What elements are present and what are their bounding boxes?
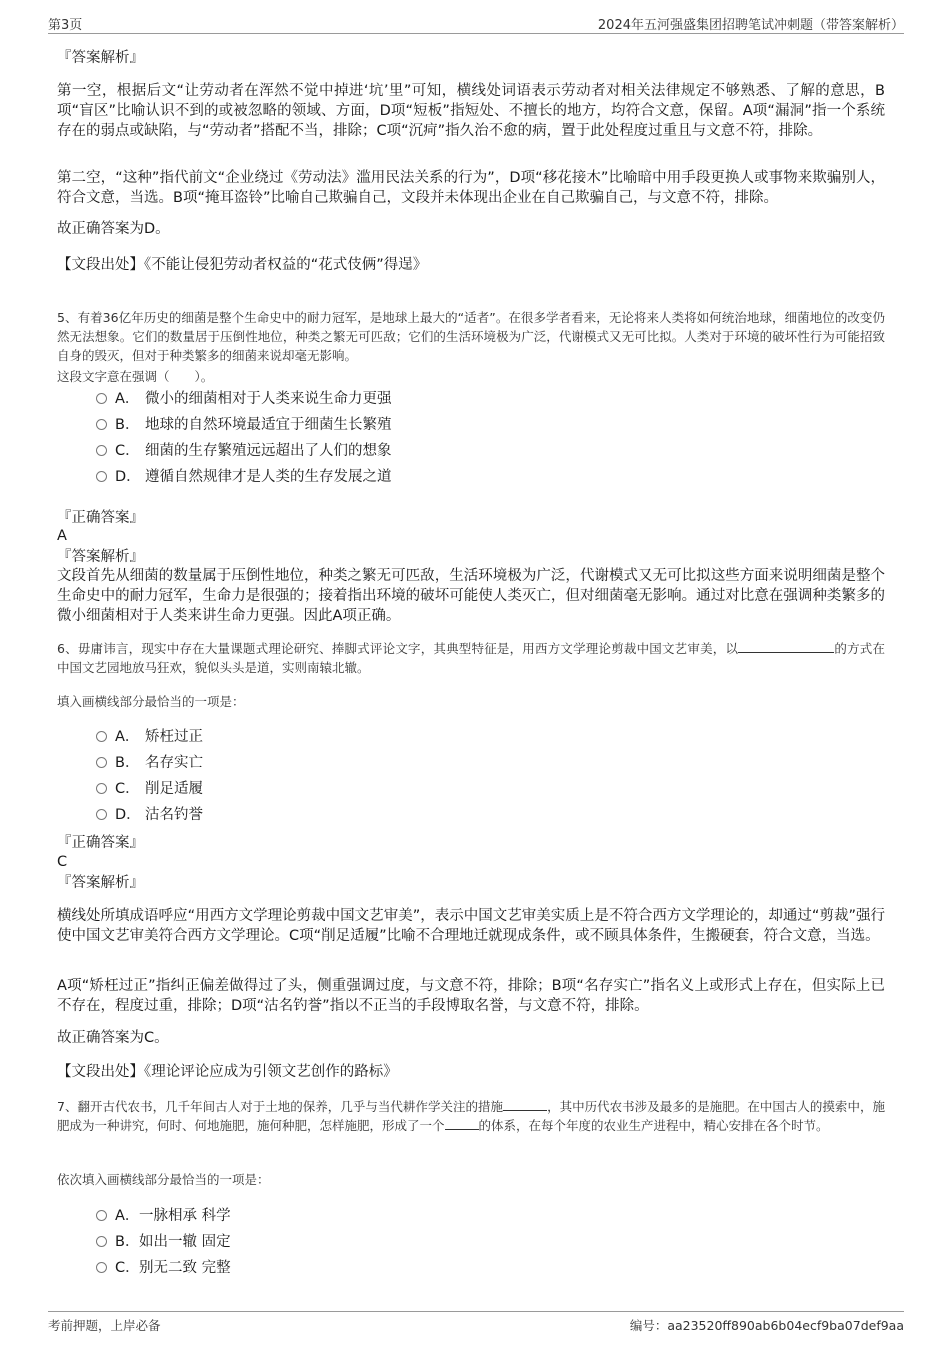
document-title: 2024年五河强盛集团招聘笔试冲刺题（带答案解析） xyxy=(597,18,904,33)
q5-analysis-label: 『答案解析』 xyxy=(57,549,144,565)
q7-stem-c: 的体系，在每个年度的农业生产进程中，精心安排在各个时节。 xyxy=(478,1118,829,1133)
option-text: 沽名钓誉 xyxy=(145,807,203,823)
option-key: C． xyxy=(115,1260,140,1276)
q6-stem-before: 6、毋庸讳言，现实中存在大量课题式理论研究、捧脚式评论文字，其典型特征是，用西方文学理论剪裁中国文艺审美，以 xyxy=(57,641,739,656)
q6-analysis-para-2: A项“矫枉过正”指纠正偏差做得过了头，侧重强调过度，与文意不符，排除；B项“名存实亡”指名义上或形式上存在，但实际上已不存在，程度过重，排除；D项“沽名钓誉”指以不正当的手段博取名誉，与文意不符，排除。 xyxy=(57,978,885,1014)
q6-option-a[interactable] xyxy=(96,727,203,747)
q7-option-c[interactable] xyxy=(96,1258,231,1278)
radio-icon[interactable] xyxy=(96,731,107,742)
q4-source: 【文段出处】《不能让侵犯劳动者权益的“花式伎俩”得逞》 xyxy=(57,257,428,273)
q6-answer-label: 『正确答案』 xyxy=(57,835,144,851)
q5-option-a[interactable] xyxy=(96,389,392,409)
radio-icon[interactable] xyxy=(96,1210,107,1221)
option-text: 如出一辙 固定 xyxy=(139,1234,231,1250)
option-key: B． xyxy=(115,755,140,771)
q6-conclusion: 故正确答案为C。 xyxy=(57,1030,169,1046)
answer-blank xyxy=(738,640,834,653)
q5-option-c[interactable] xyxy=(96,441,392,461)
q7-option-b[interactable] xyxy=(96,1232,231,1252)
radio-icon[interactable] xyxy=(96,471,107,482)
answer-blank xyxy=(503,1098,547,1111)
q6-stem xyxy=(57,639,885,677)
option-text: 削足适履 xyxy=(145,781,203,797)
option-key: C． xyxy=(115,781,140,797)
option-text: 名存实亡 xyxy=(145,755,203,771)
q5-answer-label: 『正确答案』 xyxy=(57,510,144,526)
q7-stem xyxy=(57,1097,885,1135)
option-key: A． xyxy=(115,391,140,407)
q7-option-a[interactable] xyxy=(96,1206,231,1226)
q6-analysis-label: 『答案解析』 xyxy=(57,875,144,891)
code-value: aa23520ff890ab6b04ecf9ba07def9aa xyxy=(667,1318,904,1333)
page-header xyxy=(48,14,904,34)
q7-stem-a: 7、翻开古代农书，几千年间古人对于土地的保养，几乎与当代耕作学关注的措施 xyxy=(57,1099,504,1114)
q6-option-c[interactable] xyxy=(96,779,203,799)
option-key: A． xyxy=(115,729,140,745)
q5-analysis: 文段首先从细菌的数量属于压倒性地位，种类之繁无可匹敌，生活环境极为广泛，代谢模式又无可比拟这些方面来说明细菌是整个生命史中的耐力冠军，生命力是很强的；接着指出环境的破坏可能使人类灭亡，但对细菌毫无影响。通过对比意在强调种类繁多的微小细菌相对于人类来讲生命力更强。因此A项正确。 xyxy=(57,568,885,624)
q6-analysis-para-1: 横线处所填成语呼应“用西方文学理论剪裁中国文艺审美”，表示中国文艺审美实质上是不符合西方文学理论的，却通过“剪裁”强行使中国文艺审美符合西方文学理论。C项“削足适履”比喻不合理地迁就现成条件，或不顾具体条件，生搬硬套，符合文意，当选。 xyxy=(57,908,885,944)
radio-icon[interactable] xyxy=(96,445,107,456)
radio-icon[interactable] xyxy=(96,757,107,768)
q5-stem: 5、有着36亿年历史的细菌是整个生命史中的耐力冠军，是地球上最大的“适者”。在很多学者看来，无论将来人类将如何统治地球，细菌地位的改变仍然无法想象。它们的数量居于压倒性地位，种类之繁无可匹敌；它们的生活环境极为广泛，代谢模式又无可比拟。人类对于环境的破坏性行为可能招致自身的毁灭，但对于种类繁多的细菌来说却毫无影响。 xyxy=(57,310,885,363)
option-key: D． xyxy=(115,807,141,823)
radio-icon[interactable] xyxy=(96,419,107,430)
code-label: 编号： xyxy=(629,1318,668,1333)
q5-option-d[interactable] xyxy=(96,467,392,487)
q6-source: 【文段出处】《理论评论应成为引领文艺创作的路标》 xyxy=(57,1064,398,1080)
q6-option-d[interactable] xyxy=(96,805,203,825)
q6-stem-after: 的方式在中国文艺园地放马狂欢，貌似头头是道，实则南辕北辙。 xyxy=(57,641,885,675)
answer-blank xyxy=(445,1117,479,1130)
q4-conclusion: 故正确答案为D。 xyxy=(57,221,170,237)
q5-prompt: 这段文字意在强调（ ）。 xyxy=(57,369,214,384)
option-text: 别无二致 完整 xyxy=(139,1260,231,1276)
q7-prompt: 依次填入画横线部分最恰当的一项是： xyxy=(57,1172,270,1187)
option-text: 细菌的生存繁殖远远超出了人们的想象 xyxy=(145,443,392,459)
q5-answer: A xyxy=(57,528,67,544)
option-text: 一脉相承 科学 xyxy=(139,1208,231,1224)
q7-stem-b: ，其中历代农书涉及最多的是施肥。在中国古人的摸索中，施肥成为一种讲究，何时、何地施肥，施何种肥，怎样施肥，形成了一个 xyxy=(57,1099,885,1133)
radio-icon[interactable] xyxy=(96,1262,107,1273)
option-key: A． xyxy=(115,1208,140,1224)
option-text: 地球的自然环境最适宜于细菌生长繁殖 xyxy=(145,417,392,433)
option-text: 微小的细菌相对于人类来说生命力更强 xyxy=(145,391,392,407)
radio-icon[interactable] xyxy=(96,393,107,404)
q4-analysis-para-1: 第一空，根据后文“让劳动者在浑然不觉中掉进‘坑’里”可知，横线处词语表示劳动者对相关法律规定不够熟悉、了解的意思，B项“盲区”比喻认识不到的或被忽略的领域、方面，D项“短板”指短处、不擅长的地方，均符合文意，保留。A项“漏洞”指一个系统存在的弱点或缺陷，与“劳动者”搭配不当，排除；C项“沉疴”指久治不愈的病，置于此处程度过重且与文意不符，排除。 xyxy=(57,83,885,139)
option-key: D． xyxy=(115,469,141,485)
q4-analysis-para-2: 第二空，“这种”指代前文“企业绕过《劳动法》滥用民法关系的行为”，D项“移花接木”比喻暗中用手段更换人或事物来欺骗别人，符合文意，当选。B项“掩耳盗铃”比喻自己欺骗自己，文段并未体现出企业在自己欺骗自己，与文意不符，排除。 xyxy=(57,170,885,206)
footer-slogan: 考前押题，上岸必备 xyxy=(48,1318,161,1333)
q6-prompt: 填入画横线部分最恰当的一项是： xyxy=(57,694,245,709)
option-key: B． xyxy=(115,417,140,433)
option-text: 矫枉过正 xyxy=(145,729,203,745)
option-key: C． xyxy=(115,443,140,459)
option-key: B． xyxy=(115,1234,140,1250)
q6-answer: C xyxy=(57,854,68,870)
page-number: 第3页 xyxy=(48,18,83,33)
radio-icon[interactable] xyxy=(96,1236,107,1247)
radio-icon[interactable] xyxy=(96,783,107,794)
q6-option-b[interactable] xyxy=(96,753,203,773)
option-text: 遵循自然规律才是人类的生存发展之道 xyxy=(145,469,392,485)
radio-icon[interactable] xyxy=(96,809,107,820)
document-code xyxy=(630,1316,904,1334)
page-footer xyxy=(48,1311,904,1334)
q5-option-b[interactable] xyxy=(96,415,392,435)
q4-analysis-label: 『答案解析』 xyxy=(57,50,144,66)
